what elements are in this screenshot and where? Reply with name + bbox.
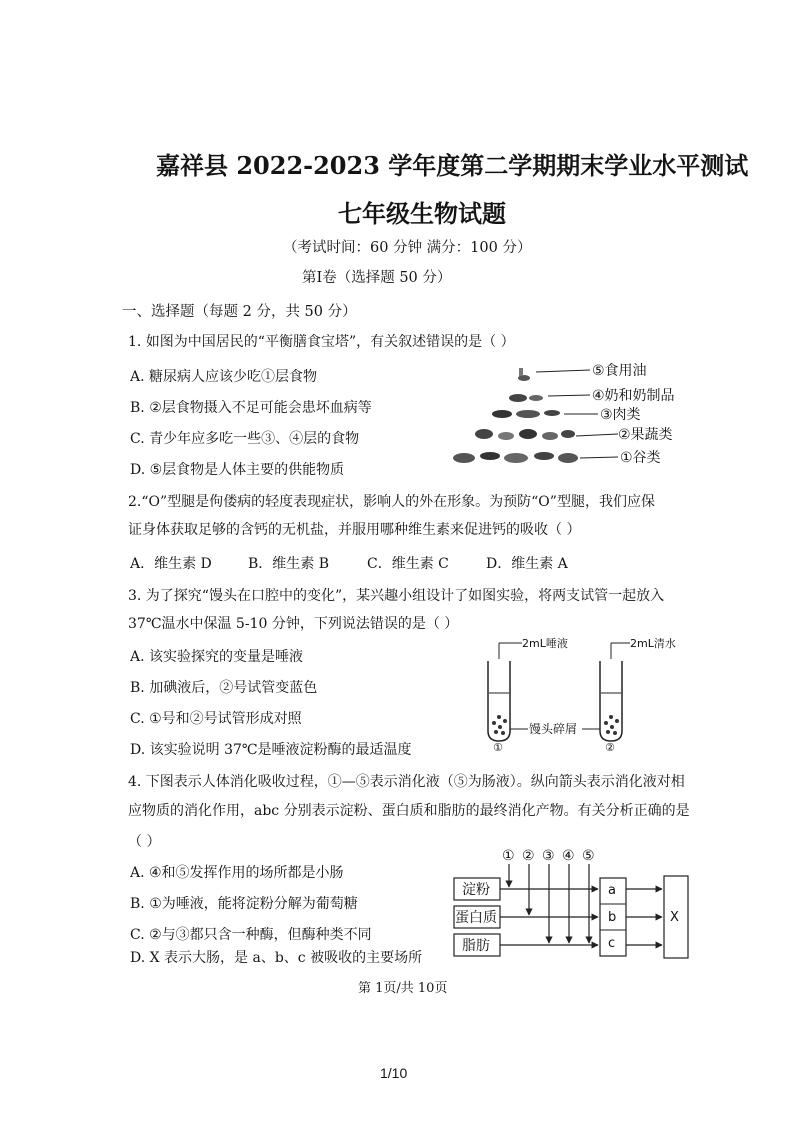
pyramid-label-dairy: ④奶和奶制品 <box>592 388 675 404</box>
q1-option-c: C. 青少年应多吃一些③、④层的食物 <box>130 431 360 447</box>
nutrient-protein: 蛋白质 <box>455 910 497 926</box>
page-counter: 1/10 <box>380 1065 408 1081</box>
exam-subject: 七年级生物试题 <box>338 199 506 228</box>
q1-stem: 1. 如图为中国居民的“平衡膳食宝塔”，有关叙述错误的是（ ） <box>128 334 515 350</box>
product-c: c <box>608 936 616 951</box>
nutrient-starch: 淀粉 <box>462 882 490 898</box>
q1-option-d: D. ⑤层食物是人体主要的供能物质 <box>130 462 345 478</box>
saliva-label: 2mL唾液 <box>522 637 568 650</box>
q4-stem-line1: 4. 下图表示人体消化吸收过程，①—⑤表示消化液（⑤为肠液）。纵向箭头表示消化液对相 <box>128 774 685 790</box>
pyramid-label-meat: ③肉类 <box>600 407 641 423</box>
water-label: 2mL清水 <box>630 637 676 650</box>
pyramid-label-grains: ①谷类 <box>620 450 661 466</box>
q3-option-c: C. ①号和②号试管形成对照 <box>130 711 302 727</box>
exam-title: 嘉祥县 2022-2023 学年度第二学期期末学业水平测试 <box>156 151 749 180</box>
q3-option-d: D. 该实验说明 37℃是唾液淀粉酶的最适温度 <box>130 742 412 758</box>
food-pyramid-figure <box>440 358 710 470</box>
part-heading: 第Ⅰ卷（选择题 50 分） <box>302 270 452 286</box>
tube-1-label: ① <box>493 741 503 753</box>
q2-option-b: B．维生素 B <box>248 556 330 572</box>
q3-stem-line2: 37℃温水中保温 5-10 分钟，下列说法错误的是（ ） <box>128 616 459 632</box>
q4-option-b: B. ①为唾液，能将淀粉分解为葡萄糖 <box>130 896 358 912</box>
tube-2-label: ② <box>605 741 615 753</box>
exam-info: （考试时间：60 分钟 满分：100 分） <box>283 240 532 256</box>
q1-option-b: B. ②层食物摄入不足可能会患坏血病等 <box>130 400 372 416</box>
q1-option-a: A. 糖尿病人应该少吃①层食物 <box>130 369 318 385</box>
pyramid-label-oil: ⑤食用油 <box>592 363 647 379</box>
organ-x: X <box>670 910 679 925</box>
q4-option-d: D. X 表示大肠，是 a、b、c 被吸收的主要场所 <box>130 950 423 966</box>
juice-2-label: ② <box>522 848 535 864</box>
digestion-diagram <box>448 842 698 966</box>
product-b: b <box>608 910 617 925</box>
juice-4-label: ④ <box>562 848 575 864</box>
q2-stem-line2: 证身体获取足够的含钙的无机盐，并服用哪种维生素来促进钙的吸收（ ） <box>128 522 581 538</box>
product-a: a <box>608 883 616 898</box>
page-label: 第 1页/共 10页 <box>358 981 448 996</box>
bread-crumbs-label: 馒头碎屑 <box>529 722 578 736</box>
juice-5-label: ⑤ <box>582 848 595 864</box>
q4-stem-line3: （ ） <box>128 834 161 850</box>
q4-option-c: C. ②与③都只含一种酶，但酶种类不同 <box>130 927 372 943</box>
juice-3-label: ③ <box>542 848 555 864</box>
q3-stem-line1: 3. 为了探究“馒头在口腔中的变化”，某兴趣小组设计了如图实验，将两支试管一起放入 <box>128 588 665 604</box>
q2-option-a: A．维生素 D <box>130 556 212 572</box>
q3-option-a: A. 该实验探究的变量是唾液 <box>130 649 304 665</box>
q2-stem-line1: 2.“O”型腿是佝偻病的轻度表现症状，影响人的外在形象。为预防“O”型腿，我们应保 <box>128 494 655 510</box>
test-tube-figure <box>470 633 690 753</box>
q2-option-c: C．维生素 C <box>367 556 449 572</box>
q3-option-b: B. 加碘液后，②号试管变蓝色 <box>130 680 318 696</box>
q4-stem-line2: 应物质的消化作用，abc 分别表示淀粉、蛋白质和脂肪的最终消化产物。有关分析正确的是 <box>128 803 690 819</box>
q2-option-d: D．维生素 A <box>486 556 568 572</box>
juice-1-label: ① <box>502 848 515 864</box>
pyramid-label-fruit-veg: ②果蔬类 <box>618 427 673 443</box>
section-heading: 一、选择题（每题 2 分，共 50 分） <box>122 304 357 320</box>
nutrient-fat: 脂肪 <box>462 938 490 954</box>
q4-option-a: A. ④和⑤发挥作用的场所都是小肠 <box>130 865 344 881</box>
